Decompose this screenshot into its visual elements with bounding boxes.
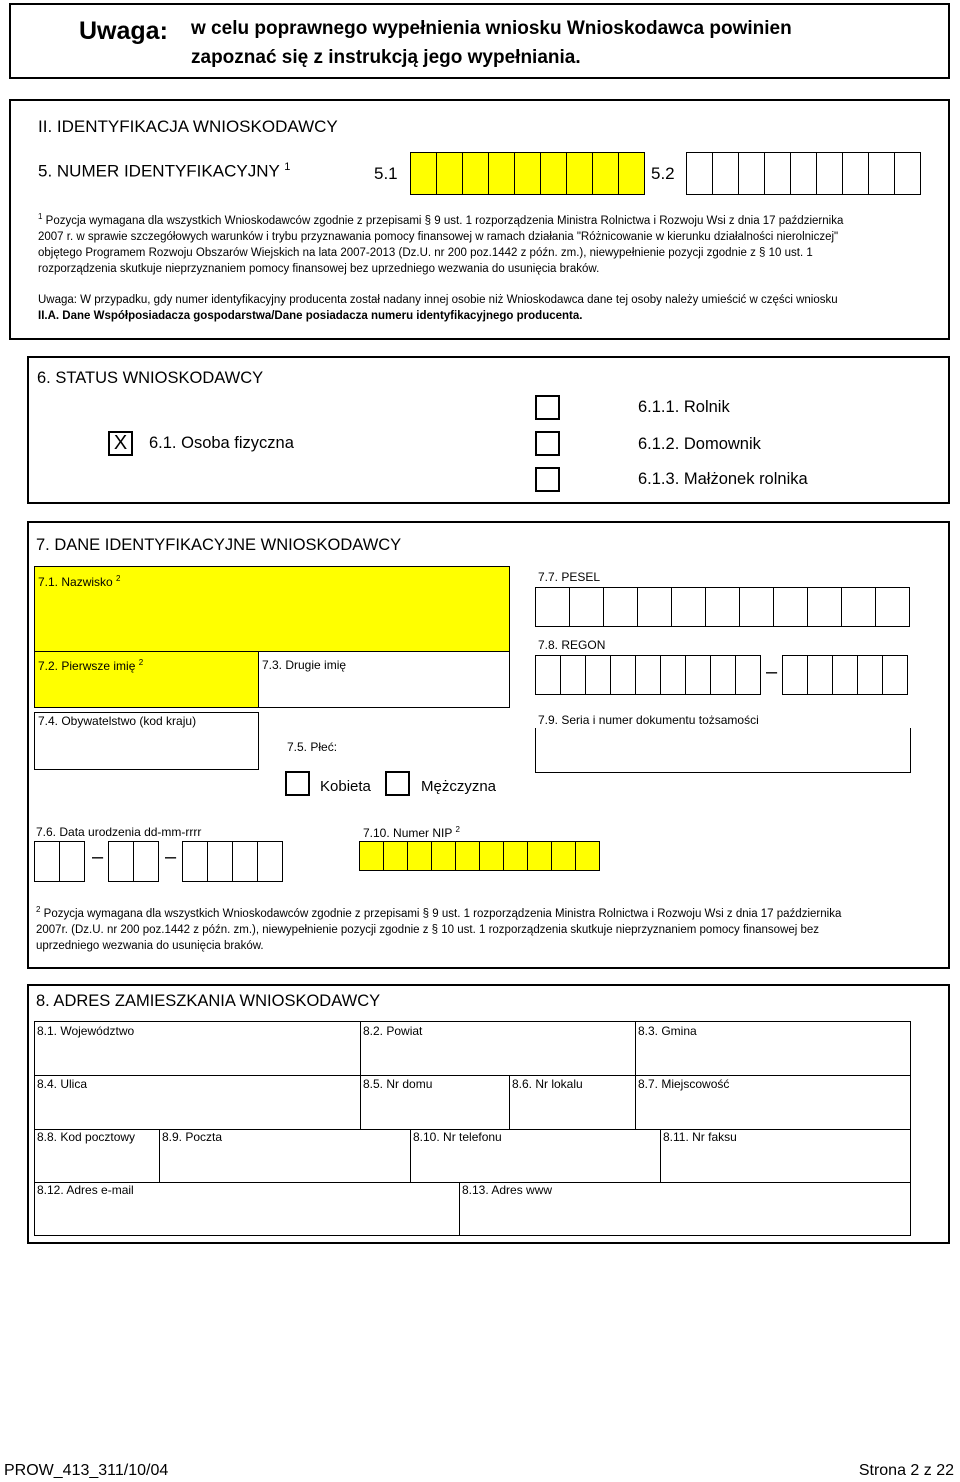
footnote-1-text-1: Pozycja wymagana dla wszystkich Wnioskodawców zgodnie z przepisami § 9 ust. 1 rozporządzenia Ministra Rolnictwa i Rozwoju Wsi z dnia 17 października xyxy=(45,214,844,227)
section-6-title: 6. STATUS WNIOSKODAWCY xyxy=(37,369,264,387)
pesel-cell[interactable] xyxy=(807,587,842,627)
www-label: 8.13. Adres www xyxy=(462,1183,553,1197)
www-field[interactable] xyxy=(459,1182,911,1236)
footnote-2-line-3: uprzedniego wezwania do usunięcia braków. xyxy=(36,939,264,952)
pesel-cell[interactable] xyxy=(875,587,910,627)
regon-cell[interactable] xyxy=(635,655,661,695)
nazwisko-label xyxy=(38,574,121,589)
seria-field[interactable] xyxy=(535,728,911,773)
data-urodzenia-label: 7.6. Data urodzenia dd-mm-rrrr xyxy=(36,825,202,839)
id-5-2-cell[interactable] xyxy=(790,152,817,195)
pesel-cell[interactable] xyxy=(739,587,774,627)
id-5-2-cell[interactable] xyxy=(868,152,895,195)
id-5-2-cell[interactable] xyxy=(894,152,921,195)
date-cell[interactable] xyxy=(59,841,85,882)
date-cell[interactable] xyxy=(34,841,60,882)
footnote-1-line-1 xyxy=(38,209,938,229)
faks-label: 8.11. Nr faksu xyxy=(663,1130,737,1144)
telefon-label: 8.10. Nr telefonu xyxy=(413,1130,502,1144)
obywatelstwo-field[interactable] xyxy=(34,712,259,770)
pesel-cell[interactable] xyxy=(773,587,808,627)
id-5-2-cell[interactable] xyxy=(712,152,739,195)
osoba-fizyczna-mark: X xyxy=(113,432,128,454)
id-5-2-cell[interactable] xyxy=(816,152,843,195)
pesel-label: 7.7. PESEL xyxy=(538,570,601,584)
id-5-1-cell[interactable] xyxy=(488,152,515,195)
malzonek-label: 6.1.3. Małżonek rolnika xyxy=(638,470,808,488)
regon-cell[interactable] xyxy=(585,655,611,695)
regon-cell[interactable] xyxy=(882,655,908,695)
uwaga-note-line-2: II.A. Dane Współposiadacza gospodarstwa/Dane posiadacza numeru identyfikacyjnego producenta. xyxy=(38,310,583,322)
section-2-box xyxy=(9,99,950,340)
date-cell[interactable] xyxy=(133,841,159,882)
header-line-1: w celu poprawnego wypełnienia wniosku Wnioskodawca powinien xyxy=(191,18,792,39)
footnote-2-text-1: Pozycja wymagana dla wszystkich Wnioskodawców zgodnie z przepisami § 9 ust. 1 rozporządzenia Ministra Rolnictwa i Rozwoju Wsi z dnia 17 października xyxy=(43,907,842,920)
nip-cell[interactable] xyxy=(527,841,552,871)
pesel-cell[interactable] xyxy=(603,587,638,627)
telefon-field[interactable] xyxy=(410,1129,661,1183)
nip-sup: 2 xyxy=(455,825,460,834)
nip-cell[interactable] xyxy=(551,841,576,871)
nip-cell[interactable] xyxy=(407,841,432,871)
footnote-2-sup: 2 xyxy=(36,905,41,914)
id-5-1-cell[interactable] xyxy=(592,152,619,195)
uwaga-note xyxy=(38,292,938,324)
wojewodztwo-field[interactable] xyxy=(34,1021,361,1076)
miejscowosc-label: 8.7. Miejscowość xyxy=(638,1077,730,1091)
date-dash-1: – xyxy=(92,846,104,868)
gmina-field[interactable] xyxy=(635,1021,911,1076)
miejscowosc-field[interactable] xyxy=(635,1075,911,1130)
id-5-2-cell[interactable] xyxy=(764,152,791,195)
rolnik-label: 6.1.1. Rolnik xyxy=(638,398,730,416)
plec-label: 7.5. Płeć: xyxy=(287,740,338,754)
regon-cell[interactable] xyxy=(660,655,686,695)
nr-lokalu-label: 8.6. Nr lokalu xyxy=(512,1077,583,1091)
nip-cell[interactable] xyxy=(479,841,504,871)
id-5-1-cell[interactable] xyxy=(618,152,645,195)
nazwisko-field[interactable] xyxy=(34,566,510,652)
section-6-box xyxy=(27,356,950,504)
field-5-2-label: 5.2 xyxy=(651,164,675,183)
mezczyzna-label: Mężczyzna xyxy=(421,778,497,795)
field-5-sup: 1 xyxy=(284,161,291,173)
kobieta-label: Kobieta xyxy=(320,778,371,795)
nip-cell[interactable] xyxy=(359,841,384,871)
pesel-cell[interactable] xyxy=(535,587,570,627)
nazwisko-sup: 2 xyxy=(116,574,121,583)
kod-pocztowy-field[interactable] xyxy=(34,1129,160,1183)
nip-text: 7.10. Numer NIP xyxy=(363,826,453,840)
pesel-cell[interactable] xyxy=(705,587,740,627)
footnote-2 xyxy=(36,902,911,954)
regon-cell[interactable] xyxy=(782,655,808,695)
regon-cell[interactable] xyxy=(710,655,736,695)
field-5-label xyxy=(38,161,290,182)
pesel-cell[interactable] xyxy=(569,587,604,627)
footnote-1 xyxy=(38,209,938,277)
footnote-1-sup: 1 xyxy=(38,212,43,221)
kod-pocztowy-label: 8.8. Kod pocztowy xyxy=(37,1130,136,1144)
regon-cell[interactable] xyxy=(735,655,761,695)
osoba-fizyczna-label: 6.1. Osoba fizyczna xyxy=(149,434,294,452)
id-5-2-cell[interactable] xyxy=(686,152,713,195)
wojewodztwo-label: 8.1. Województwo xyxy=(37,1024,135,1038)
footnote-2-line-1 xyxy=(36,902,911,922)
id-5-1-cell[interactable] xyxy=(514,152,541,195)
poczta-field[interactable] xyxy=(159,1129,411,1183)
id-5-2-cell[interactable] xyxy=(738,152,765,195)
id-5-1-cell[interactable] xyxy=(436,152,463,195)
date-dash-2: – xyxy=(165,846,177,868)
footnote-1-line-2: 2007 r. w sprawie szczegółowych warunków i trybu przyznawania pomocy finansowej w ramach działania "Różnicowanie w kierunku działalności nierolniczej" xyxy=(38,230,839,243)
pierwsze-imie-sup: 2 xyxy=(138,658,144,667)
nip-label xyxy=(363,825,460,840)
footnote-1-line-4: rozporządzenia skutkuje nieprzyznaniem pomocy finansowej bez uprzedniego wezwania do usunięcia braków. xyxy=(38,262,600,275)
regon-cell[interactable] xyxy=(807,655,833,695)
regon-cell[interactable] xyxy=(610,655,636,695)
nazwisko-text: 7.1. Nazwisko xyxy=(38,575,113,589)
pierwsze-imie-text: 7.2. Pierwsze imię xyxy=(38,659,136,673)
footnote-2-line-2: 2007r. (Dz.U. nr 200 poz.1442 z późn. zm.), niewypełnienie pozycji zgodnie z § 10 ust. 1 rozporządzenia skutkuje nieprzyznaniem pomocy finansowej bez xyxy=(36,923,820,936)
rolnik-checkbox[interactable] xyxy=(535,395,560,420)
date-cell[interactable] xyxy=(182,841,208,882)
date-cell[interactable] xyxy=(207,841,233,882)
pierwsze-imie-label xyxy=(38,658,143,673)
nip-cell[interactable] xyxy=(455,841,480,871)
nr-domu-label: 8.5. Nr domu xyxy=(363,1077,433,1091)
nip-cell[interactable] xyxy=(575,841,600,871)
osoba-fizyczna-checkbox[interactable] xyxy=(108,431,133,456)
domownik-label: 6.1.2. Domownik xyxy=(638,435,761,453)
header-box xyxy=(9,3,950,79)
footer-page: Strona 2 z 22 xyxy=(858,1462,954,1479)
id-5-1-cell[interactable] xyxy=(410,152,437,195)
uwaga-label: Uwaga: xyxy=(79,17,168,45)
nip-cell[interactable] xyxy=(503,841,528,871)
domownik-checkbox[interactable] xyxy=(535,431,560,456)
field-5-text: 5. NUMER IDENTYFIKACYJNY xyxy=(38,161,280,181)
regon-cell[interactable] xyxy=(535,655,561,695)
id-5-2-cell[interactable] xyxy=(842,152,869,195)
date-cell[interactable] xyxy=(108,841,134,882)
nip-cell[interactable] xyxy=(383,841,408,871)
gmina-label: 8.3. Gmina xyxy=(638,1024,697,1038)
id-5-1-cell[interactable] xyxy=(462,152,489,195)
nip-cell[interactable] xyxy=(431,841,456,871)
field-5-1-label: 5.1 xyxy=(374,164,398,183)
powiat-label: 8.2. Powiat xyxy=(363,1024,423,1038)
section-7-title: 7. DANE IDENTYFIKACYJNE WNIOSKODAWCY xyxy=(36,536,402,554)
section-2-title: II. IDENTYFIKACJA WNIOSKODAWCY xyxy=(38,117,338,136)
drugie-imie-field[interactable] xyxy=(258,651,510,708)
footer-code: PROW_413_311/10/04 xyxy=(4,1462,169,1479)
email-field[interactable] xyxy=(34,1182,460,1236)
id-5-1-cell[interactable] xyxy=(566,152,593,195)
regon-cell[interactable] xyxy=(685,655,711,695)
faks-field[interactable] xyxy=(660,1129,911,1183)
obywatelstwo-label: 7.4. Obywatelstwo (kod kraju) xyxy=(38,714,197,728)
date-cell[interactable] xyxy=(257,841,283,882)
regon-cell[interactable] xyxy=(857,655,883,695)
ulica-label: 8.4. Ulica xyxy=(37,1077,88,1091)
kobieta-checkbox[interactable] xyxy=(285,771,310,796)
pierwsze-imie-field[interactable] xyxy=(34,651,259,708)
mezczyzna-checkbox[interactable] xyxy=(385,771,410,796)
email-label: 8.12. Adres e-mail xyxy=(37,1183,134,1197)
uwaga-note-line-1: Uwaga: W przypadku, gdy numer identyfikacyjny producenta został nadany innej osobie niż Wnioskodawca dane tej osoby należy umieścić w części wniosku xyxy=(38,294,838,306)
footnote-1-line-3: objętego Programem Rozwoju Obszarów Wiejskich na lata 2007-2013 (Dz.U. nr 200 poz.1442 z późn. zm.), niewypełnienie pozycji zgodnie z § 10 ust. 1 xyxy=(38,246,813,259)
nr-domu-field[interactable] xyxy=(360,1075,510,1130)
nr-lokalu-field[interactable] xyxy=(509,1075,636,1130)
drugie-imie-label: 7.3. Drugie imię xyxy=(262,658,347,672)
pesel-cell[interactable] xyxy=(637,587,672,627)
section-8-title: 8. ADRES ZAMIESZKANIA WNIOSKODAWCY xyxy=(36,992,381,1010)
pesel-cell[interactable] xyxy=(671,587,706,627)
powiat-field[interactable] xyxy=(360,1021,636,1076)
malzonek-checkbox[interactable] xyxy=(535,467,560,492)
header-line-2: zapoznać się z instrukcją jego wypełniania. xyxy=(191,47,581,68)
regon-cell[interactable] xyxy=(832,655,858,695)
regon-label: 7.8. REGON xyxy=(538,638,606,652)
seria-label: 7.9. Seria i numer dokumentu tożsamości xyxy=(538,713,759,727)
regon-dash: – xyxy=(766,661,778,683)
ulica-field[interactable] xyxy=(34,1075,361,1130)
pesel-cell[interactable] xyxy=(841,587,876,627)
id-5-1-cell[interactable] xyxy=(540,152,567,195)
poczta-label: 8.9. Poczta xyxy=(162,1130,223,1144)
regon-cell[interactable] xyxy=(560,655,586,695)
date-cell[interactable] xyxy=(232,841,258,882)
